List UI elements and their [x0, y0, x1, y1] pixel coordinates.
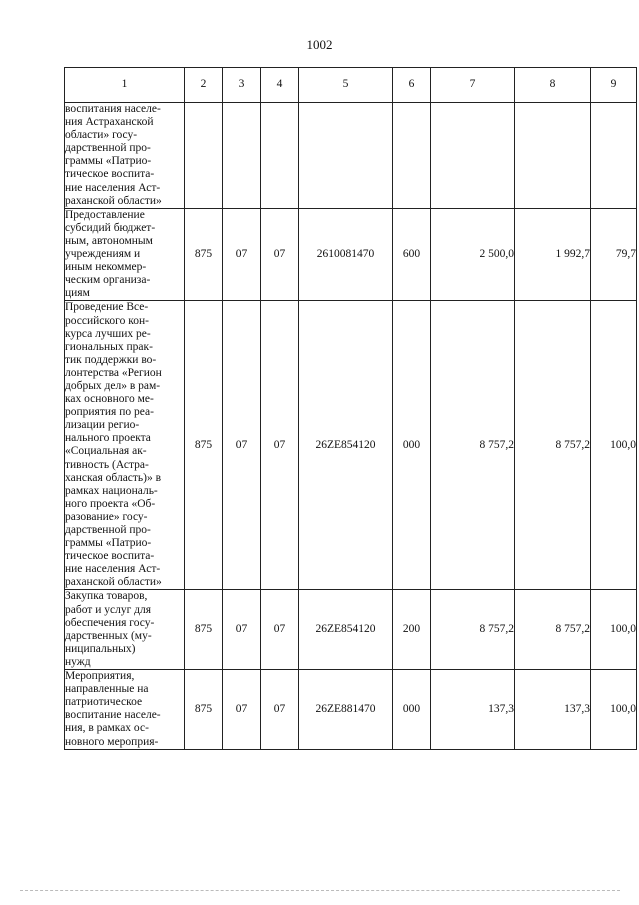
executed-amount-cell: 1 992,7 [515, 208, 591, 301]
expense-type-cell: 200 [393, 590, 431, 670]
row-name-line: тическое воспита- [65, 550, 155, 563]
header-row [65, 68, 637, 103]
execution-percent-cell [591, 103, 637, 209]
row-name-line: Проведение Все- [65, 301, 149, 314]
row-name-line: дарственных (му- [65, 629, 152, 642]
expense-type-cell: 000 [393, 301, 431, 590]
page-number: 1002 [306, 37, 333, 52]
ministry-code-cell: 875 [185, 590, 223, 670]
row-name-line: ния, в рамках ос- [65, 722, 149, 735]
executed-amount-cell: 137,3 [515, 670, 591, 750]
row-name-cell [65, 670, 185, 750]
section-code-cell: 07 [223, 301, 261, 590]
row-name-line: раханской области» [65, 194, 162, 207]
executed-amount-cell: 8 757,2 [515, 301, 591, 590]
table-row [65, 301, 637, 590]
row-name-line: российского кон- [65, 314, 149, 327]
budget-table [64, 67, 637, 750]
subsection-code-cell: 07 [261, 670, 299, 750]
subsection-code-cell [261, 103, 299, 209]
target-article-cell: 26ZE854120 [299, 590, 393, 670]
row-name-line: граммы «Патрио- [65, 537, 152, 550]
row-name-line: ниципальных) [65, 642, 136, 655]
header-cell-8: 8 [515, 68, 591, 103]
row-name-line: ческим организа- [65, 274, 151, 287]
plan-amount-cell [431, 103, 515, 209]
row-name-line: нального проекта [65, 432, 151, 445]
row-name-line: роприятия по реа- [65, 406, 154, 419]
ministry-code-cell: 875 [185, 208, 223, 301]
row-name-line: ного проекта «Об- [65, 497, 156, 510]
subsection-code-cell: 07 [261, 590, 299, 670]
expense-type-cell [393, 103, 431, 209]
row-name-line: патриотическое [65, 696, 143, 709]
row-name-line: работ и услуг для [65, 603, 152, 616]
row-name-line: ние населения Аст- [65, 181, 161, 194]
plan-amount-cell: 8 757,2 [431, 590, 515, 670]
target-article-cell: 26ZE881470 [299, 670, 393, 750]
ministry-code-cell [185, 103, 223, 209]
row-name-line: Закупка товаров, [65, 590, 148, 603]
row-name-line: ках основного ме- [65, 393, 154, 406]
row-name-line: добрых дел» в рам- [65, 379, 161, 392]
row-name-line: нужд [65, 655, 91, 668]
row-name-line: рамках националь- [65, 484, 158, 497]
header-cell-1: 1 [65, 68, 185, 103]
bottom-rule [20, 890, 620, 891]
header-cell-4: 4 [261, 68, 299, 103]
section-code-cell: 07 [223, 208, 261, 301]
row-name-line: ния Астраханской [65, 116, 154, 129]
execution-percent-cell: 100,0 [591, 670, 637, 750]
row-name-line: субсидий бюджет- [65, 221, 156, 234]
row-name-line: курса лучших ре- [65, 327, 151, 340]
row-name-line: лизации регио- [65, 419, 140, 432]
header-cell-5: 5 [299, 68, 393, 103]
plan-amount-cell: 2 500,0 [431, 208, 515, 301]
target-article-cell [299, 103, 393, 209]
row-name-line: воспитание населе- [65, 709, 161, 722]
subsection-code-cell: 07 [261, 301, 299, 590]
row-name-line: Мероприятия, [65, 670, 135, 683]
section-code-cell: 07 [223, 670, 261, 750]
row-name-line: тическое воспита- [65, 168, 155, 181]
plan-amount-cell: 137,3 [431, 670, 515, 750]
row-name-line: обеспечения госу- [65, 616, 155, 629]
table-row [65, 670, 637, 750]
row-name-line: разование» госу- [65, 510, 148, 523]
table-row [65, 590, 637, 670]
row-name-line: иным некоммер- [65, 261, 147, 274]
executed-amount-cell [515, 103, 591, 209]
header-cell-2: 2 [185, 68, 223, 103]
row-name-line: ханская область)» в [65, 471, 162, 484]
table-row [65, 208, 637, 301]
execution-percent-cell: 100,0 [591, 301, 637, 590]
row-name-line: ние населения Аст- [65, 563, 161, 576]
expense-type-cell: 000 [393, 670, 431, 750]
row-name-line: граммы «Патрио- [65, 155, 152, 168]
row-name-line: лонтерства «Регион [65, 366, 162, 379]
subsection-code-cell: 07 [261, 208, 299, 301]
row-name-line: ным, автономным [65, 234, 153, 247]
ministry-code-cell: 875 [185, 670, 223, 750]
expense-type-cell: 600 [393, 208, 431, 301]
section-code-cell: 07 [223, 590, 261, 670]
row-name-cell [65, 103, 185, 209]
header-cell-9: 9 [591, 68, 637, 103]
row-name-line: гиональных прак- [65, 340, 153, 353]
row-name-line: направленные на [65, 683, 149, 696]
row-name-cell [65, 590, 185, 670]
section-code-cell [223, 103, 261, 209]
row-name-cell [65, 208, 185, 301]
row-name-line: тик поддержки во- [65, 353, 157, 366]
plan-amount-cell: 8 757,2 [431, 301, 515, 590]
target-article-cell: 26ZE854120 [299, 301, 393, 590]
executed-amount-cell: 8 757,2 [515, 590, 591, 670]
execution-percent-cell: 100,0 [591, 590, 637, 670]
execution-percent-cell: 79,7 [591, 208, 637, 301]
table-row [65, 103, 637, 209]
row-name-line: области» госу- [65, 129, 138, 142]
row-name-line: раханской области» [65, 576, 162, 589]
row-name-line: Предоставление [65, 208, 145, 221]
row-name-line: новного мероприя- [65, 735, 159, 748]
row-name-line: циям [65, 287, 90, 300]
row-name-line: дарственной про- [65, 142, 151, 155]
row-name-line: воспитания населе- [65, 103, 161, 115]
header-cell-7: 7 [431, 68, 515, 103]
row-name-line: «Социальная ак- [65, 445, 147, 458]
header-cell-6: 6 [393, 68, 431, 103]
row-name-line: тивность (Астра- [65, 458, 149, 471]
header-cell-3: 3 [223, 68, 261, 103]
ministry-code-cell: 875 [185, 301, 223, 590]
target-article-cell: 2610081470 [299, 208, 393, 301]
row-name-line: дарственной про- [65, 524, 151, 536]
row-name-cell [65, 301, 185, 590]
row-name-line: учреждениям и [65, 248, 141, 261]
